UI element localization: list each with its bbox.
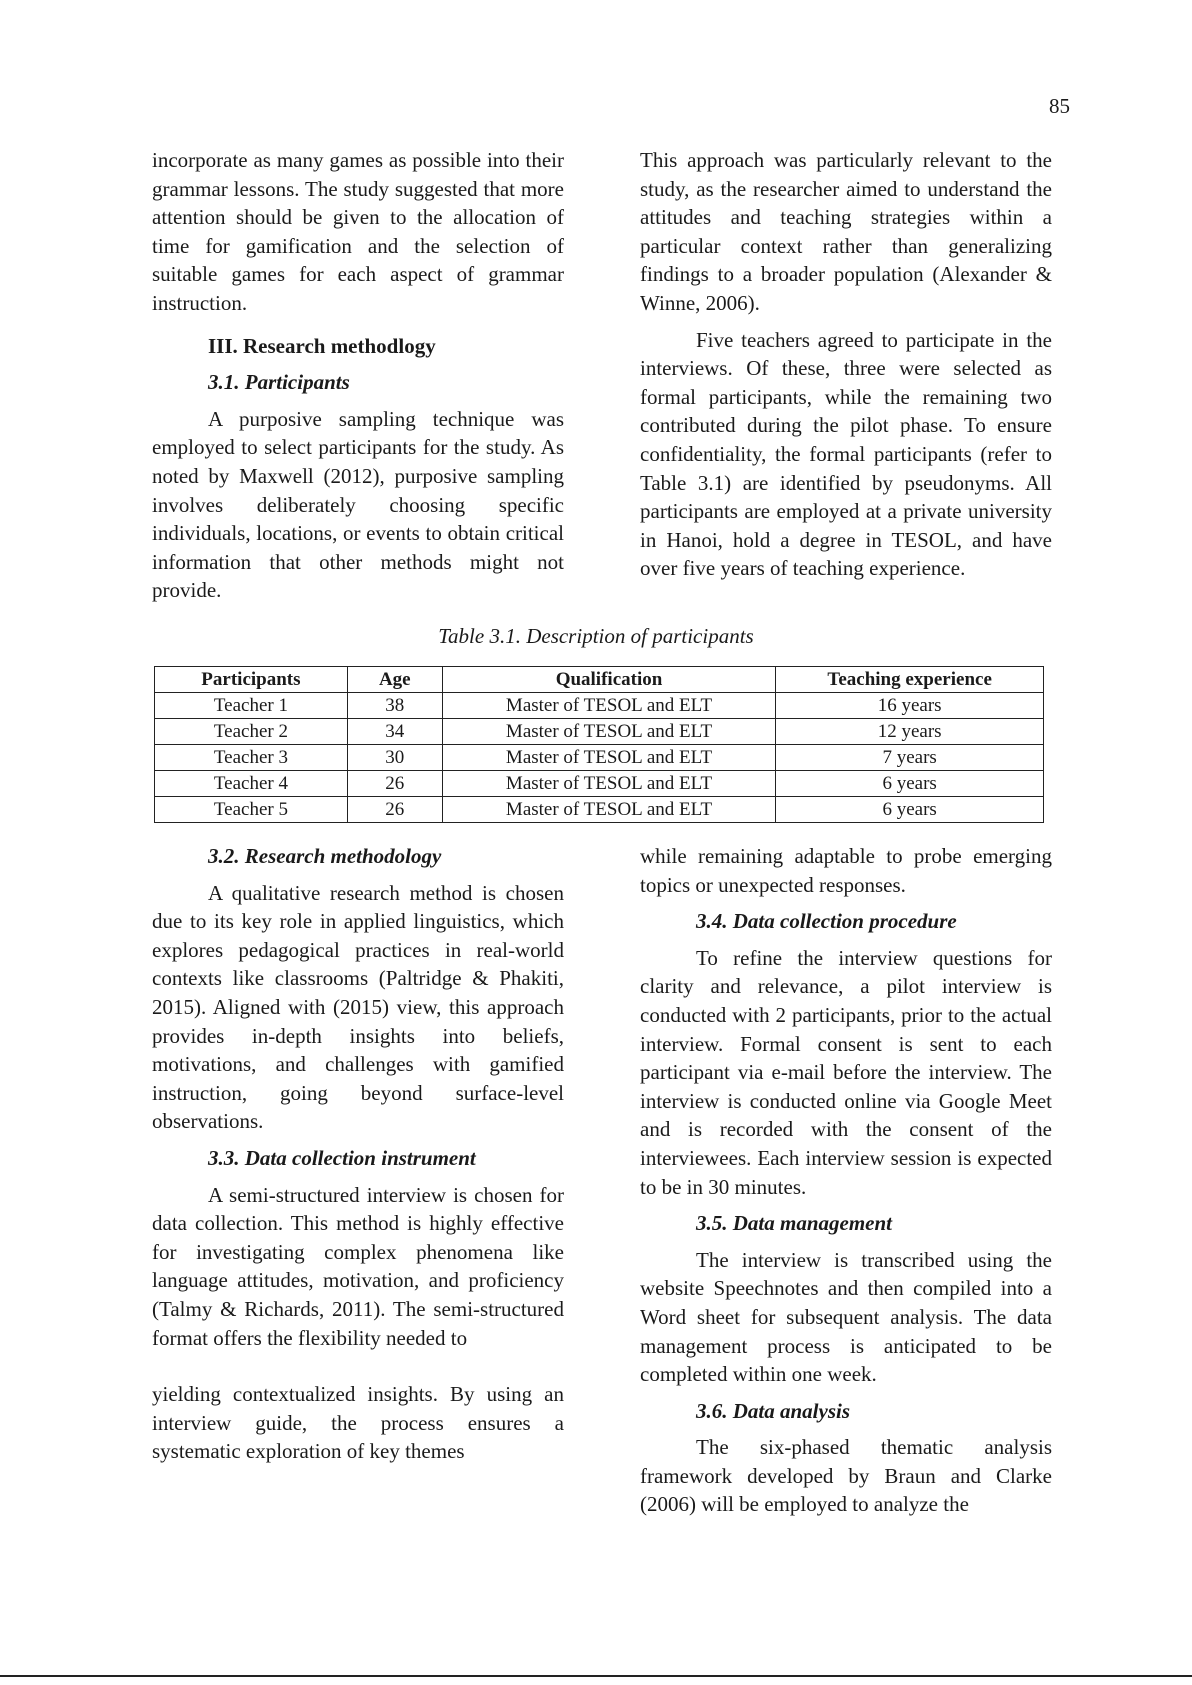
cell-participant: Teacher 4: [155, 771, 348, 797]
subheading-participants: 3.1. Participants: [208, 370, 350, 395]
table-caption: Table 3.1. Description of participants: [438, 624, 754, 648]
participants-table: [154, 666, 1044, 823]
cell-qualification: Master of TESOL and ELT: [442, 719, 776, 745]
cell-age: 34: [347, 719, 442, 745]
header-teaching-experience: Teaching experience: [776, 667, 1044, 693]
header-age: Age: [347, 667, 442, 693]
cell-age: 38: [347, 693, 442, 719]
left-column-top: [152, 146, 564, 605]
header-participants: Participants: [155, 667, 348, 693]
continued-paragraph: while remaining adaptable to probe emerging topics or unexpected responses.: [640, 844, 1052, 897]
table-row: [155, 797, 1044, 823]
right-column-bottom: [640, 842, 1052, 1519]
participants-paragraph: A purposive sampling technique was employed to select participants for the study. As noted by Maxwell (2012), purposive sampling involves deliberately choosing specific individuals, locations, or events to obtain critical information that other methods might not provide.: [152, 406, 564, 603]
instrument-paragraph-continued: yielding contextualized insights. By using an interview guide, the process ensures a systematic exploration of key themes: [152, 1382, 564, 1464]
cell-participant: Teacher 2: [155, 719, 348, 745]
approach-paragraph: This approach was particularly relevant to the study, as the researcher aimed to understand the attitudes and teaching strategies within a particular context rather than generalizing findings to a broader population (Alexander & Winne, 2006).: [640, 148, 1052, 315]
cell-participant: Teacher 5: [155, 797, 348, 823]
intro-paragraph: incorporate as many games as possible into their grammar lessons. The study suggested that more attention should be given to the allocation of time for gamification and the selection of suitable games for each aspect of grammar instruction.: [152, 148, 564, 315]
cell-participant: Teacher 3: [155, 745, 348, 771]
procedure-paragraph: To refine the interview questions for clarity and relevance, a pilot interview is conducted with 2 participants, prior to the actual interview. Formal consent is sent to each participant via e-mail before the interview. The interview is conducted online via Google Meet and is recorded with the consent of the interviewees. Each interview session is expected to be in 30 minutes.: [640, 945, 1052, 1199]
cell-participant: Teacher 1: [155, 693, 348, 719]
left-column-bottom: [152, 842, 564, 1466]
header-qualification: Qualification: [442, 667, 776, 693]
page-number: 85: [1049, 94, 1070, 118]
management-paragraph: The interview is transcribed using the website Speechnotes and then compiled into a Word sheet for subsequent analysis. The data management process is anticipated to be completed within one week.: [640, 1247, 1052, 1387]
subheading-data-analysis: 3.6. Data analysis: [696, 1398, 851, 1423]
section-heading: III. Research methodlogy: [208, 333, 436, 358]
subheading-data-collection-instrument: 3.3. Data collection instrument: [208, 1145, 476, 1170]
teachers-paragraph: Five teachers agreed to participate in the interviews. Of these, three were selected as formal participants, while the remaining two contributed during the pilot phase. To ensure confidentiality, the formal participants (refer to Table 3.1) are identified by pseudonyms. All participants are employed at a private university in Hanoi, hold a degree in TESOL, and have over five years of teaching experience.: [640, 327, 1052, 581]
cell-experience: 6 years: [776, 797, 1044, 823]
cell-age: 26: [347, 797, 442, 823]
right-column-top: [640, 146, 1052, 583]
instrument-paragraph: A semi-structured interview is chosen for data collection. This method is highly effective for investigating complex phenomena like language attitudes, motivation, and proficiency (Talmy & Richards, 2011). The semi-structured format offers the flexibility needed to: [152, 1182, 564, 1350]
table-row: [155, 745, 1044, 771]
table-row: [155, 771, 1044, 797]
bottom-rule: [0, 1675, 1192, 1677]
cell-qualification: Master of TESOL and ELT: [442, 797, 776, 823]
cell-qualification: Master of TESOL and ELT: [442, 693, 776, 719]
table-header-row: [155, 667, 1044, 693]
cell-age: 30: [347, 745, 442, 771]
cell-qualification: Master of TESOL and ELT: [442, 771, 776, 797]
cell-experience: 7 years: [776, 745, 1044, 771]
subheading-research-methodology: 3.2. Research methodology: [208, 844, 442, 868]
cell-qualification: Master of TESOL and ELT: [442, 745, 776, 771]
cell-experience: 12 years: [776, 719, 1044, 745]
table-row: [155, 719, 1044, 745]
cell-experience: 16 years: [776, 693, 1044, 719]
cell-experience: 6 years: [776, 771, 1044, 797]
table-row: [155, 693, 1044, 719]
subheading-data-management: 3.5. Data management: [696, 1211, 893, 1236]
analysis-paragraph: The six-phased thematic analysis framework developed by Braun and Clarke (2006) will be employed to analyze the: [640, 1435, 1052, 1517]
methodology-paragraph: A qualitative research method is chosen due to its key role in applied linguistics, which explores pedagogical practices in real-world contexts like classrooms (Paltridge & Phakiti, 2015). Aligned with (2015) view, this approach provides in-depth insights into beliefs, motivations, and challenges with gamified instruction, going beyond surface-level observations.: [152, 880, 564, 1134]
cell-age: 26: [347, 771, 442, 797]
subheading-data-collection-procedure: 3.4. Data collection procedure: [696, 909, 957, 934]
